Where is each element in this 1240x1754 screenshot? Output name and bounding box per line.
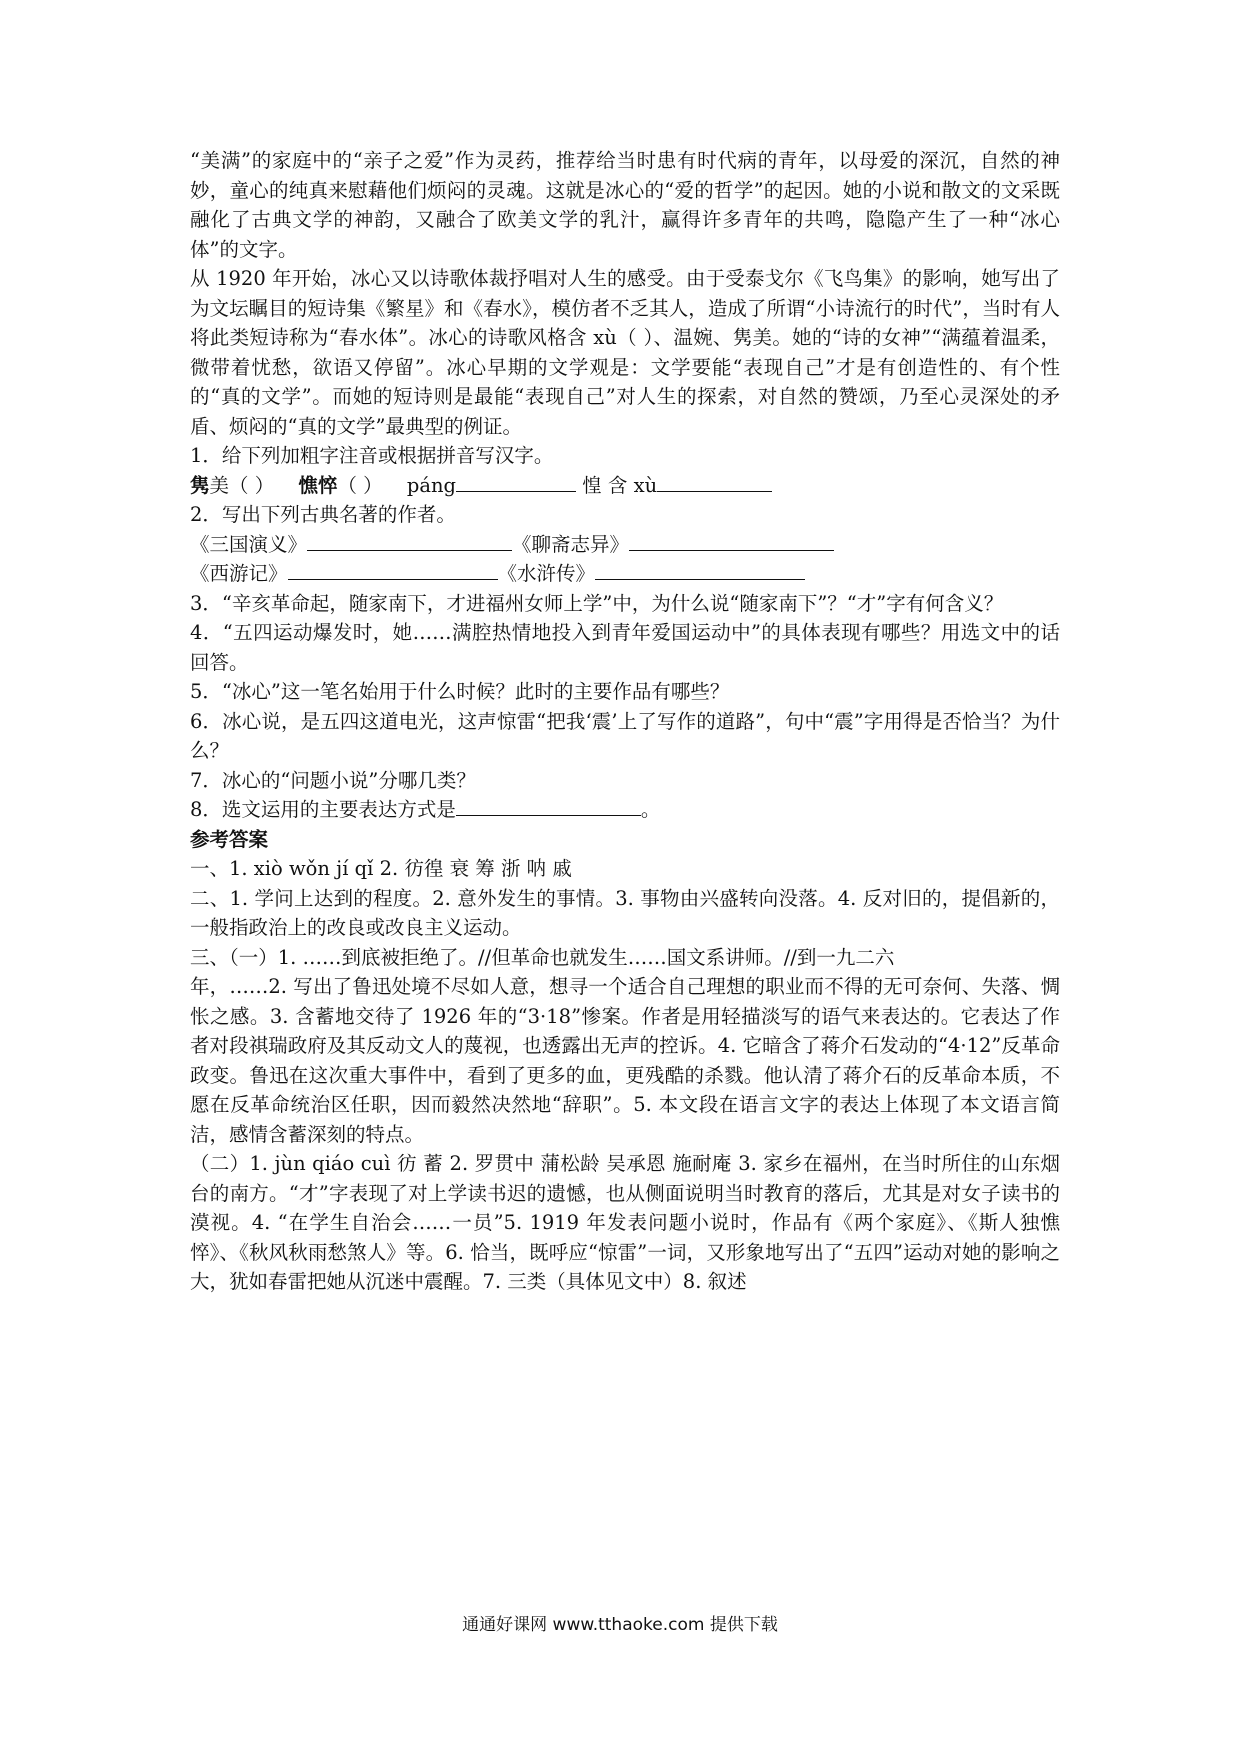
question-2-row-1	[190, 530, 1060, 560]
question-3: 3．“辛亥革命起，随家南下，才进福州女师上学”中，为什么说“随家南下”？“才”字有何含义？	[190, 591, 1004, 615]
book-4-blank[interactable]	[595, 559, 805, 580]
passage-paragraph-1: “美满”的家庭中的“亲子之爱”作为灵药，推荐给当时患有时代病的青年，以母爱的深沉，自然的神妙，童心的纯真来慰藉他们烦闷的灵魂。这就是冰心的“爱的哲学”的起因。她的小说和散文的文采既融化了古典文学的神韵，又融合了欧美文学的乳汁，赢得许多青年的共鸣，隐隐产生了一种“冰心体”的文字。	[190, 149, 1060, 261]
q1-bold-char-a: 隽	[190, 473, 210, 497]
question-1-items	[190, 471, 1060, 501]
book-1: 《三国演义》	[190, 532, 308, 556]
q1-item-b: （ ）	[337, 473, 383, 497]
q1-bold-char-b: 憔悴	[298, 473, 338, 497]
question-6: 6．冰心说，是五四这道电光，这声惊雷“把我‘震’上了写作的道路”，句中“震”字用得是否恰当？为什么？	[190, 709, 1060, 762]
q1-item-a: 美（ ）	[209, 473, 275, 497]
answer-section-3-first-line: 三、（一）1. ……到底被拒绝了。//但革命也就发生……国文系讲师。//到一九二六	[190, 945, 895, 969]
page-footer: 通通好课网 www.tthaoke.com 提供下载	[462, 1615, 778, 1635]
q1-item-c: páng	[406, 473, 456, 497]
book-2: 《聊斋志异》	[512, 532, 630, 556]
answers-heading: 参考答案	[190, 827, 269, 851]
book-1-blank[interactable]	[307, 530, 512, 551]
book-4: 《水浒传》	[497, 562, 596, 585]
question-1: 1．给下列加粗字注音或根据拼音写汉字。	[190, 444, 554, 467]
q1-blank-e[interactable]	[657, 471, 772, 492]
question-5: 5．“冰心”这一笔名始用于什么时候？此时的主要作品有哪些？	[190, 680, 730, 703]
question-4: 4．“五四运动爆发时，她……满腔热情地投入到青年爱国运动中”的具体表现有哪些？用选文中的话回答。	[190, 621, 1060, 674]
question-8	[190, 795, 1060, 825]
question-8-blank[interactable]	[456, 795, 641, 816]
answer-section-4: （二）1. jùn qiáo cuì 彷 蓄 2. 罗贯中 蒲松龄 吴承恩 施耐庵 3. 家乡在福州，在当时所住的山东烟台的南方。“才”字表现了对上学读书迟的遗憾，也从侧面说明当时教育的落后，尤其是对女子读书的漠视。4. “在学生自治会……一员”5. 1919 年发表问题小说时，作品有《两个家庭》、《斯人独憔悴》、《秋风秋雨愁煞人》等。6. 恰当，既呼应“惊雷”一词，又形象地写出了“五四”运动对她的影响之大，犹如春雷把她从沉迷中震醒。7. 三类（具体见文中）8. 叙述	[190, 1152, 1060, 1293]
answer-section-1: 一、1. xiò wǒn jí qǐ 2. 彷徨 衰 筹 浙 呐 戚	[190, 857, 572, 880]
question-8-end: 。	[640, 798, 661, 821]
book-3: 《西游记》	[190, 562, 288, 585]
question-7: 7．冰心的“问题小说”分哪几类？	[190, 768, 476, 792]
q1-item-d: 惶	[582, 473, 602, 497]
q1-blank-c[interactable]	[456, 471, 576, 492]
document-page	[190, 146, 1060, 1297]
question-2-row-2	[190, 559, 1060, 589]
question-8-text: 8．选文运用的主要表达方式是	[190, 798, 456, 821]
answer-section-3-body: 年，……2. 写出了鲁迅处境不尽如人意，想寻一个适合自己理想的职业而不得的无可奈何、失落、惆怅之感。3. 含蓄地交待了 1926 年的“3·18”惨案。作者是用轻描淡写的语气来表达的。它表达了作者对段祺瑞政府及其反动文人的蔑视，也透露出无声的控诉。4. 它暗含了蒋介石发动的“4·12”反革命政变。鲁迅在这次重大事件中，看到了更多的血，更残酷的杀戮。他认清了蒋介石的反革命本质，不愿在反革命统治区任职，因而毅然决然地“辞职”。5. 本文段在语言文字的表达上体现了本文语言简洁，感情含蓄深刻的特点。	[190, 975, 1060, 1146]
passage-paragraph-2: 从 1920 年开始，冰心又以诗歌体裁抒唱对人生的感受。由于受泰戈尔《飞鸟集》的影响，她写出了为文坛瞩目的短诗集《繁星》和《春水》，模仿者不乏其人，造成了所谓“小诗流行的时代”，当时有人将此类短诗称为“春水体”。冰心的诗歌风格含 xù（ ）、温婉、隽美。她的“诗的女神”“满蕴着温柔，微带着忧愁，欲语又停留”。冰心早期的文学观是：文学要能“表现自己”才是有创造性的、有个性的“真的文学”。而她的短诗则是最能“表现自己”对人生的探索，对自然的赞颂，乃至心灵深处的矛盾、烦闷的“真的文学”最典型的例证。	[190, 267, 1060, 438]
book-2-blank[interactable]	[629, 530, 834, 551]
q1-item-e: 含 xù	[607, 473, 658, 497]
question-2: 2．写出下列古典名著的作者。	[190, 503, 456, 526]
book-3-blank[interactable]	[288, 559, 498, 580]
answer-section-2: 二、1. 学问上达到的程度。2. 意外发生的事情。3. 事物由兴盛转向没落。4. 反对旧的，提倡新的，一般指政治上的改良或改良主义运动。	[190, 886, 1060, 939]
